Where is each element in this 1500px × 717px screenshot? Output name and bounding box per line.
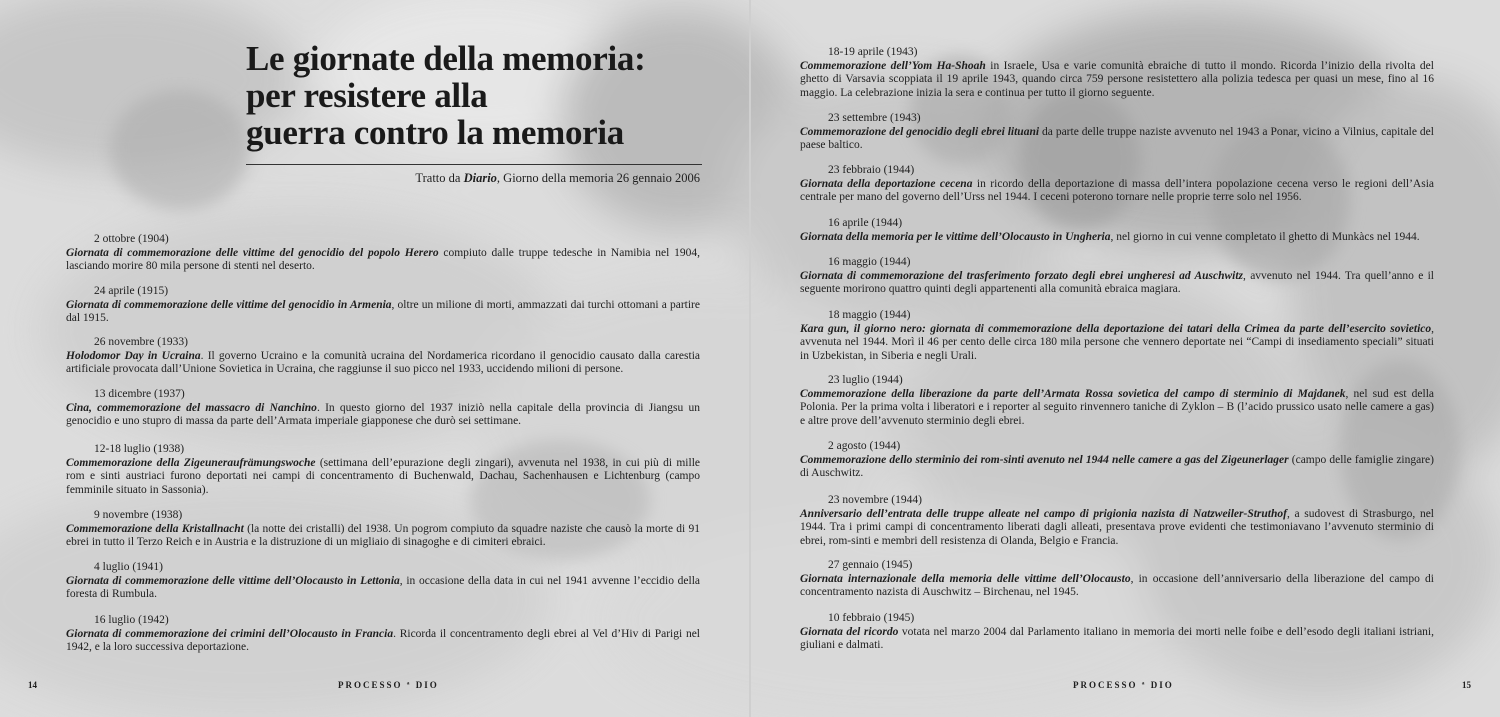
entry-event: Giornata della deportazione cecena: [800, 177, 973, 190]
entry-event: Holodomor Day in Ucraina: [66, 349, 201, 362]
running-head-left: PROCESSO ª DIO: [338, 680, 439, 690]
entry-date: 16 maggio (1944): [828, 256, 911, 268]
list-item: [800, 309, 1434, 363]
list-item: [800, 612, 1434, 653]
source-credit: Tratto da Diario, Giorno della memoria 26 gennaio 2006: [415, 171, 700, 185]
entry-date: 18 maggio (1944): [828, 309, 911, 321]
entry-date: 16 aprile (1944): [828, 217, 903, 229]
entry-date: 13 dicembre (1937): [94, 388, 185, 400]
list-item: [800, 256, 1434, 297]
entry-event: Giornata di commemorazione dei crimini dell’Olocausto in Francia: [66, 627, 394, 640]
list-item: [800, 112, 1434, 153]
entry-event: Commemorazione dell’Yom Ha-Shoah: [800, 59, 986, 72]
entry-text: , avvenuto nel 1944. Tra quell’anno e il seguente morirono quattro quinti degli appartenenti alla comunità ebraica magiara.: [800, 269, 1434, 295]
entry-date: 18-19 aprile (1943): [828, 46, 918, 58]
title-line-1: Le giornate della memoria:: [246, 39, 646, 78]
source-publication: Diario: [463, 171, 497, 185]
entry-text: , in occasione della data in cui nel 1941 avvenne l’eccidio della foresta di Rumbula.: [66, 574, 700, 600]
list-item: [800, 494, 1434, 548]
entry-text: . In questo giorno del 1937 iniziò nella capitale della provincia di Jiangsu un genocidio e uno stupro di massa da parte dell’Armata imperiale giapponese che durò sei settimane.: [66, 401, 700, 427]
entry-event: Giornata di commemorazione delle vittime dell’Olocausto in Lettonia: [66, 574, 400, 587]
title-divider: [246, 164, 702, 165]
entry-text: in ricordo della deportazione di massa dell’intera popolazione cecena verso le regioni dell’Asia centrale per mano del governo dell’Urss nel 1944. I ceceni poterono tornare nelle proprie terre solo nel 1956.: [800, 177, 1434, 203]
entry-text: (campo delle famiglie zingare) di Auschwitz.: [800, 453, 1434, 479]
entry-event: Giornata di commemorazione delle vittime del genocidio del popolo Herero: [66, 246, 439, 259]
entry-text: , oltre un milione di morti, ammazzati dai turchi ottomani a partire dal 1915.: [66, 298, 700, 324]
page-number-right: 15: [1462, 680, 1471, 690]
entry-date: 10 febbraio (1945): [828, 612, 915, 624]
entry-date: 16 luglio (1942): [94, 614, 169, 626]
entry-text: , a sudovest di Strasburgo, nel 1944. Tra i primi campi di concentramento liberati dagli alleati, presentava prove evidenti che testimoniavano l’avvenuto sterminio di ebrei, rom-sinti e membri dell resistenza di Olanda, Belgio e Francia.: [800, 507, 1434, 547]
list-item: [66, 388, 700, 429]
entry-text: . Il governo Ucraino e la comunità ucraina del Nordamerica ricordano il genocidio causato dalla carestia artificiale provocata dall’Unione Sovietica in Ucraina, che raggiunse il suo picco nel 1933, uccidendo milioni di persone.: [66, 349, 700, 375]
entry-text: in Israele, Usa e varie comunità ebraiche di tutto il mondo. Ricorda l’inizio della rivolta del ghetto di Varsavia scoppiata il 19 aprile 1943, quando circa 759 persone resistettero alla polizia tedesca per quasi un mese, fino al 16 maggio. La celebrazione inizia la sera e continua per tutto il giorno seguente.: [800, 59, 1434, 99]
entry-date: 2 ottobre (1904): [94, 233, 169, 245]
list-item: [66, 443, 700, 497]
entry-event: Kara gun, il giorno nero: giornata di commemorazione della deportazione dei tatari della Crimea da parte dell’esercito sovietico: [800, 322, 1432, 335]
list-item: [800, 374, 1434, 428]
entry-event: Commemorazione dello sterminio dei rom-sinti avenuto nel 1944 nelle camere a gas del Zigeunerlager: [800, 453, 1289, 466]
entry-event: Giornata di commemorazione del trasferimento forzato degli ebrei ungheresi ad Auschwitz: [800, 269, 1244, 282]
entry-date: 12-18 luglio (1938): [94, 443, 185, 455]
list-item: [66, 285, 700, 326]
entry-date: 9 novembre (1938): [94, 509, 183, 521]
page-number-left: 14: [28, 680, 37, 690]
entry-text: da parte delle truppe naziste avvenuto nel 1943 a Ponar, vicino a Vilnius, capitale del paese baltico.: [800, 125, 1434, 151]
list-item: [66, 233, 700, 274]
entry-event: Anniversario dell’entrata delle truppe alleate nel campo di prigionia nazista di Natzweiler-Struthof: [800, 507, 1287, 520]
page-title: [246, 40, 716, 151]
list-item: [800, 440, 1434, 481]
list-item: [66, 561, 700, 602]
entry-date: 4 luglio (1941): [94, 561, 163, 573]
title-line-3: guerra contro la memoria: [246, 113, 625, 152]
entry-text: (la notte dei cristalli) del 1938. Un pogrom compiuto da squadre naziste che causò la morte di 91 ebrei in tutto il Terzo Reich e in Austria e la distruzione di un migliaio di sinagoghe e di cimiteri ebraici.: [66, 522, 700, 548]
entry-event: Giornata della memoria per le vittime dell’Olocausto in Ungheria: [800, 230, 1111, 243]
list-item: [66, 336, 700, 377]
entry-date: 23 settembre (1943): [828, 112, 921, 124]
entry-text: votata nel marzo 2004 dal Parlamento italiano in memoria dei morti nelle foibe e dell’esodo degli italiani istriani, giuliani e dalmati.: [800, 625, 1434, 651]
entry-event: Commemorazione della liberazione da parte dell’Armata Rossa sovietica del campo di sterminio di Majdanek: [800, 387, 1346, 400]
entry-date: 23 luglio (1944): [828, 374, 903, 386]
list-item: [800, 217, 1434, 244]
list-item: [800, 164, 1434, 205]
entry-text: , nel giorno in cui venne completato il ghetto di Munkàcs nel 1944.: [1110, 230, 1420, 243]
entry-date: 26 novembre (1933): [94, 336, 188, 348]
entry-text: , nel sud est della Polonia. Per la prima volta i liberatori e i reporter al seguito rinvennero taniche di Zyklon – B (l’acido prussico usato nelle camere a gas) e altre prove dell’avvenuto sterminio degli ebrei.: [800, 387, 1434, 427]
entry-date: 23 novembre (1944): [828, 494, 922, 506]
entry-text: . Ricorda il concentramento degli ebrei al Vel d’Hiv di Parigi nel 1942, e la loro successiva deportazione.: [66, 627, 700, 653]
entry-date: 2 agosto (1944): [828, 440, 901, 452]
entry-text: (settimana dell’epurazione degli zingari), avvenuta nel 1938, in cui più di mille rom e sinti austriaci furono deportati nei campi di concentramento di Buchenwald, Dachau, Sachenhausen e Lichtenburg (campo femminile situato in Sassonia).: [66, 456, 700, 496]
entry-event: Commemorazione del genocidio degli ebrei lituani: [800, 125, 1040, 138]
entry-date: 27 gennaio (1945): [828, 559, 913, 571]
entry-date: 24 aprile (1915): [94, 285, 169, 297]
entry-event: Giornata del ricordo: [800, 625, 899, 638]
entry-text: , avvenuta nel 1944. Morì il 46 per cento delle circa 180 mila persone che vennero deportate nei “Campi di insediamento speciali” situati in Uzbekistan, in Siberia e negli Urali.: [800, 322, 1434, 362]
entry-event: Giornata internazionale della memoria delle vittime dell’Olocausto: [800, 572, 1131, 585]
entry-event: Giornata di commemorazione delle vittime del genocidio in Armenia: [66, 298, 392, 311]
entry-text: compiuto dalle truppe tedesche in Namibia nel 1904, lasciando morire 80 mila persone di stenti nel deserto.: [66, 246, 700, 272]
entry-date: 23 febbraio (1944): [828, 164, 915, 176]
entry-event: Cina, commemorazione del massacro di Nanchino: [66, 401, 317, 414]
list-item: [800, 559, 1434, 600]
running-head-right: PROCESSO ª DIO: [1073, 680, 1174, 690]
list-item: [800, 46, 1434, 100]
entry-event: Commemorazione della Zigeuneraufrämungswoche: [66, 456, 316, 469]
title-line-2: per resistere alla: [246, 76, 488, 115]
list-item: [66, 614, 700, 655]
entry-text: , in occasione dell’anniversario della liberazione del campo di concentramento nazista di Auschwitz – Birchenau, nel 1945.: [800, 572, 1434, 598]
list-item: [66, 509, 700, 550]
entry-event: Commemorazione della Kristallnacht: [66, 522, 244, 535]
